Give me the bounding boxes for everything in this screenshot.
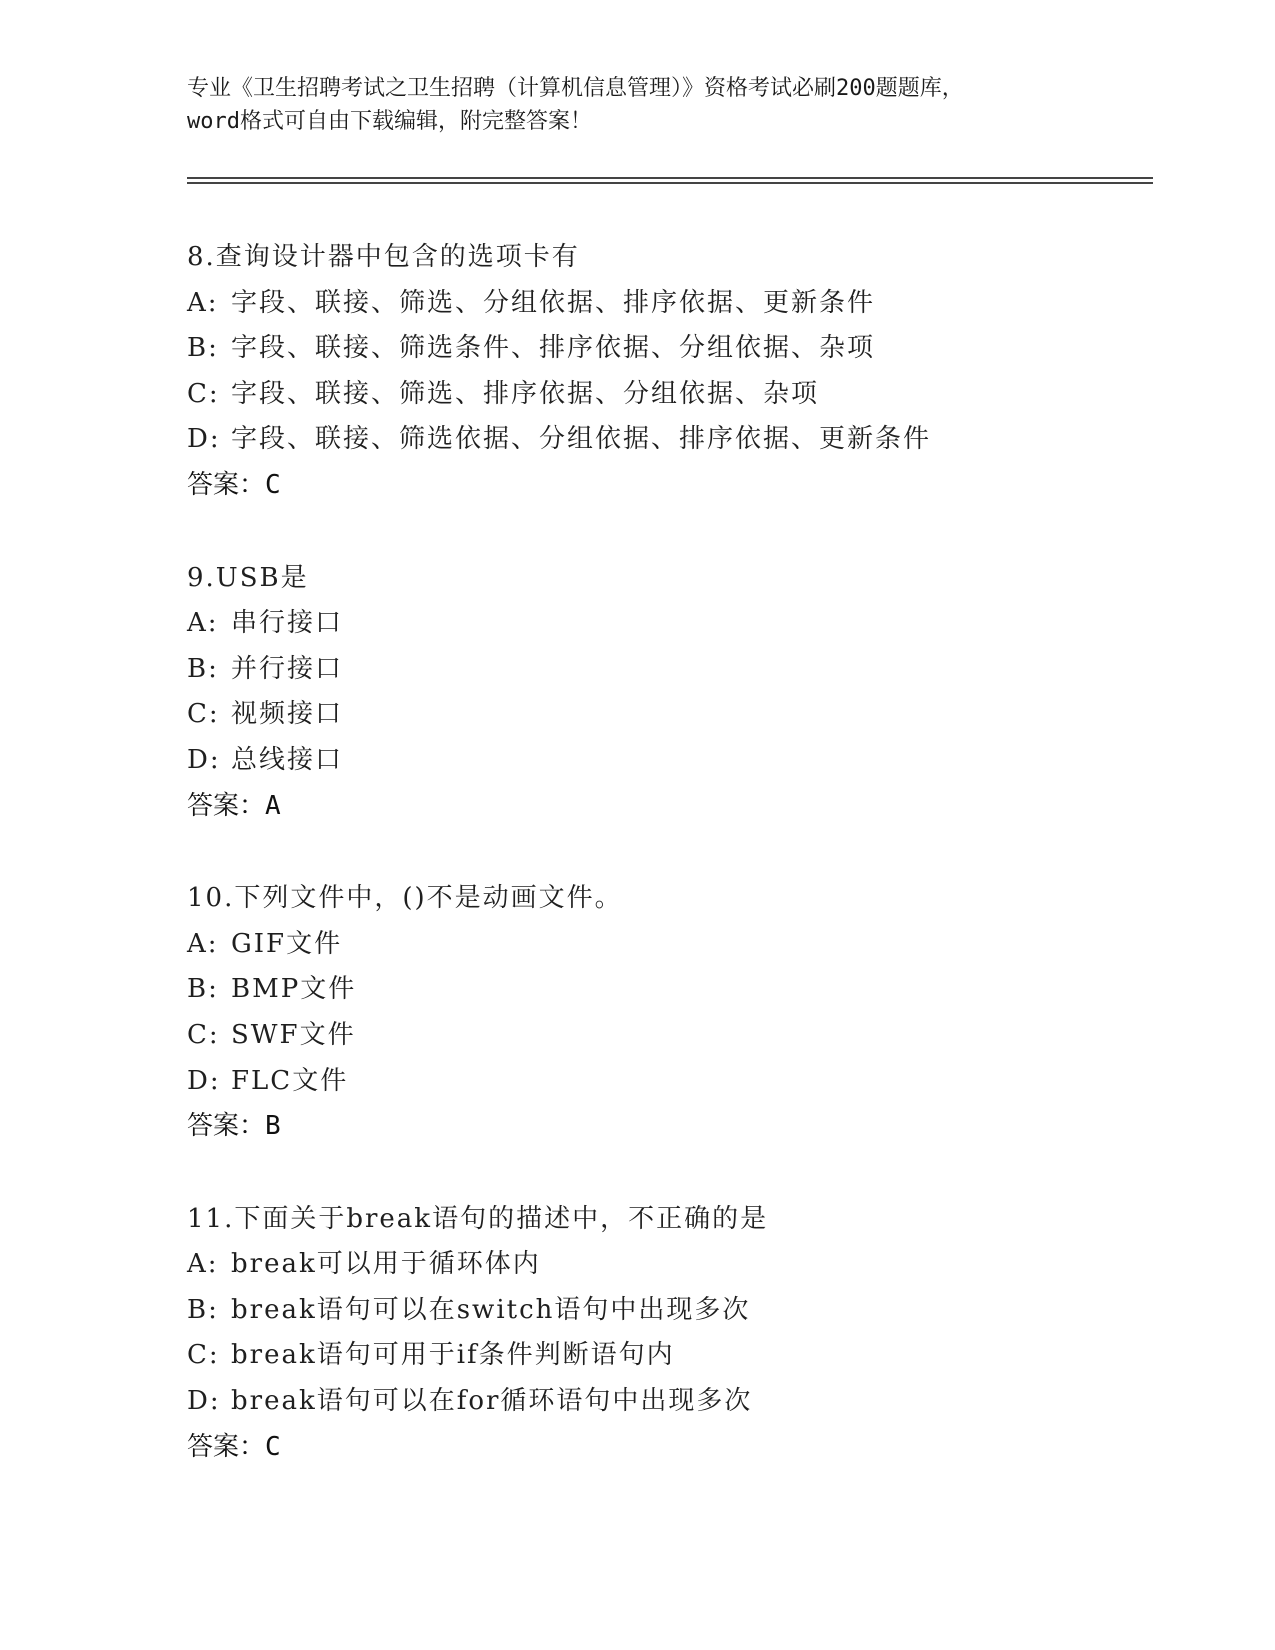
option-text: 总线接口 [231,744,344,775]
option-a [187,922,1147,968]
option-key: D: [187,1386,221,1417]
option-key: C: [187,1340,220,1371]
header-divider-bottom [187,182,1153,184]
option-key: D: [187,744,221,775]
option-key: B: [187,333,219,364]
question-10 [187,876,1147,1150]
option-text: 字段、联接、筛选条件、排序依据、分组依据、杂项 [231,333,876,364]
header-line-2: word格式可自由下载编辑，附完整答案！ [187,109,592,134]
option-text: 视频接口 [231,699,344,730]
option-d [187,738,1147,784]
option-a [187,601,1147,647]
option-key: B: [187,653,219,684]
header-divider-top [187,177,1153,179]
option-key: A: [187,608,219,639]
question-list [187,235,1147,1517]
option-text: 字段、联接、筛选、排序依据、分组依据、杂项 [231,378,820,409]
document-header [187,72,1087,138]
answer: 答案：C [187,469,281,500]
option-text: 字段、联接、筛选、分组依据、排序依据、更新条件 [231,287,876,318]
option-key: D: [187,1065,221,1096]
answer: 答案：A [187,790,281,821]
option-text: break可以用于循环体内 [231,1249,541,1280]
option-key: A: [187,1249,219,1280]
question-9 [187,556,1147,830]
option-text: 串行接口 [231,608,344,639]
option-c [187,692,1147,738]
option-key: C: [187,378,220,409]
question-stem: 8.查询设计器中包含的选项卡有 [187,242,580,272]
option-b [187,647,1147,693]
option-a [187,1242,1147,1288]
option-text: break语句可以在switch语句中出现多次 [231,1294,751,1325]
header-line-1: 专业《卫生招聘考试之卫生招聘（计算机信息管理）》资格考试必刷200题题库， [187,76,964,101]
question-stem: 9.USB是 [187,562,309,593]
option-text: GIF文件 [231,928,343,959]
question-stem: 11.下面关于break语句的描述中，不正确的是 [187,1203,769,1234]
option-text: break语句可用于if条件判断语句内 [231,1340,675,1371]
question-8 [187,235,1147,509]
option-text: FLC文件 [231,1065,349,1096]
question-stem: 10.下列文件中，()不是动画文件。 [187,883,623,914]
option-key: A: [187,287,219,318]
option-text: 字段、联接、筛选依据、分组依据、排序依据、更新条件 [231,424,932,455]
option-text: break语句可以在for循环语句中出现多次 [231,1386,753,1417]
option-a [187,281,1147,327]
question-11 [187,1197,1147,1471]
option-d [187,1059,1147,1105]
option-key: B: [187,974,219,1005]
option-text: 并行接口 [231,653,344,684]
option-b [187,967,1147,1013]
option-key: A: [187,928,219,959]
option-b [187,1288,1147,1334]
option-key: C: [187,699,220,730]
option-text: BMP文件 [231,974,357,1005]
option-d [187,417,1147,463]
option-c [187,372,1147,418]
option-key: C: [187,1019,220,1050]
option-b [187,326,1147,372]
option-c [187,1333,1147,1379]
answer: 答案：C [187,1431,281,1462]
answer: 答案：B [187,1111,281,1142]
option-key: D: [187,424,221,455]
option-c [187,1013,1147,1059]
option-d [187,1379,1147,1425]
option-text: SWF文件 [231,1019,356,1050]
option-key: B: [187,1294,219,1325]
